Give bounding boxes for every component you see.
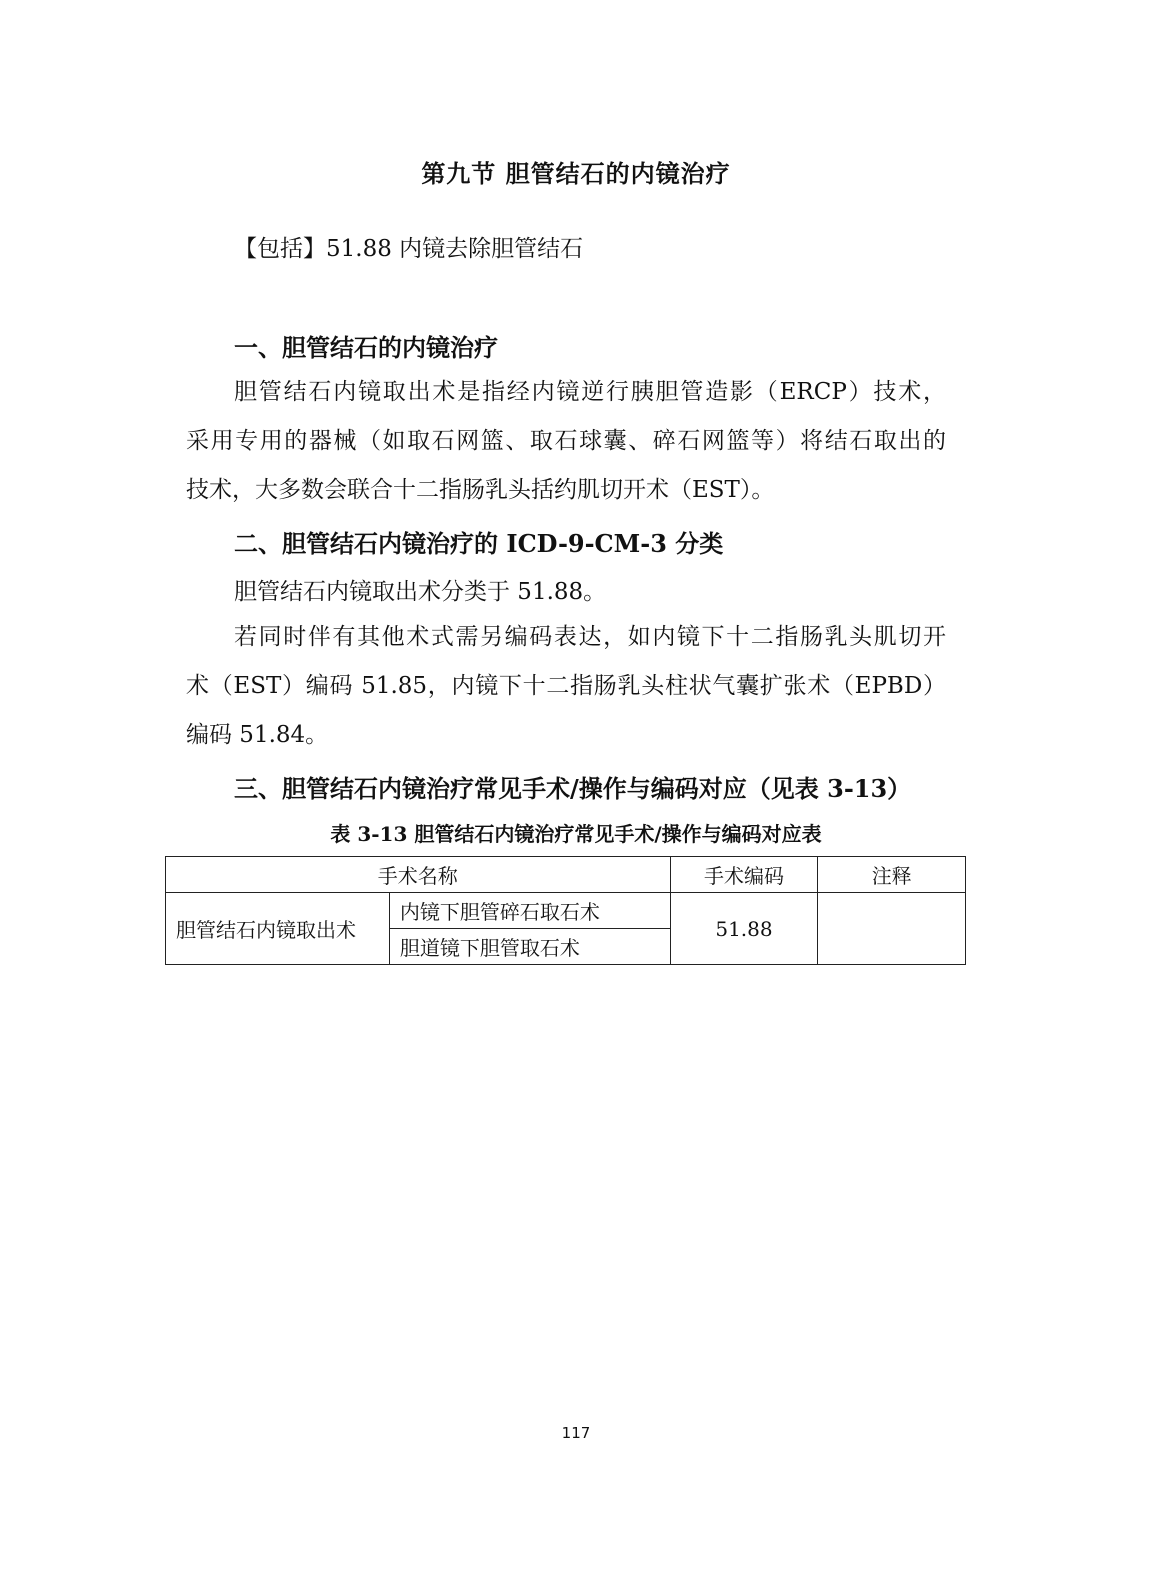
- table-caption: 表 3-13 胆管结石内镜治疗常见手术/操作与编码对应表: [330, 822, 822, 846]
- includes-line: 【包括】51.88 内镜去除胆管结石: [234, 236, 584, 262]
- table-row: [166, 893, 966, 929]
- paragraph-1-line-2: 采用专用的器械（如取石网篮、取石球囊、碎石网篮等）将结石取出的: [186, 428, 946, 454]
- heading-1: 一、胆管结石的内镜治疗: [234, 333, 498, 362]
- cell-group-name: 胆管结石内镜取出术: [166, 893, 390, 965]
- heading-2: 二、胆管结石内镜治疗的 ICD-9-CM-3 分类: [234, 529, 724, 558]
- cell-sub-name: 内镜下胆管碎石取石术: [389, 893, 670, 929]
- paragraph-3-line-1: 若同时伴有其他术式需另编码表达，如内镜下十二指肠乳头肌切开: [234, 624, 946, 650]
- header-note: 注释: [818, 857, 966, 893]
- paragraph-3: [186, 613, 946, 760]
- page-number: 117: [561, 1424, 591, 1442]
- procedure-code-table: [165, 856, 966, 965]
- paragraph-1: [186, 368, 946, 515]
- paragraph-1-line-1: 胆管结石内镜取出术是指经内镜逆行胰胆管造影（ERCP）技术，: [234, 379, 946, 405]
- paragraph-2: 胆管结石内镜取出术分类于 51.88。: [234, 579, 607, 605]
- paragraph-3-line-2: 术（EST）编码 51.85，内镜下十二指肠乳头柱状气囊扩张术（EPBD）: [186, 673, 946, 699]
- header-procedure-name: 手术名称: [166, 857, 671, 893]
- paragraph-3-line-3: 编码 51.84。: [186, 722, 329, 748]
- paragraph-1-line-3: 技术，大多数会联合十二指肠乳头括约肌切开术（EST）。: [186, 477, 775, 503]
- table-header-row: [166, 857, 966, 893]
- cell-note: [818, 893, 966, 965]
- section-title: 第九节 胆管结石的内镜治疗: [421, 159, 731, 188]
- cell-code: 51.88: [670, 893, 818, 965]
- heading-3: 三、胆管结石内镜治疗常见手术/操作与编码对应（见表 3-13）: [234, 774, 912, 803]
- cell-sub-name: 胆道镜下胆管取石术: [389, 929, 670, 965]
- header-procedure-code: 手术编码: [670, 857, 818, 893]
